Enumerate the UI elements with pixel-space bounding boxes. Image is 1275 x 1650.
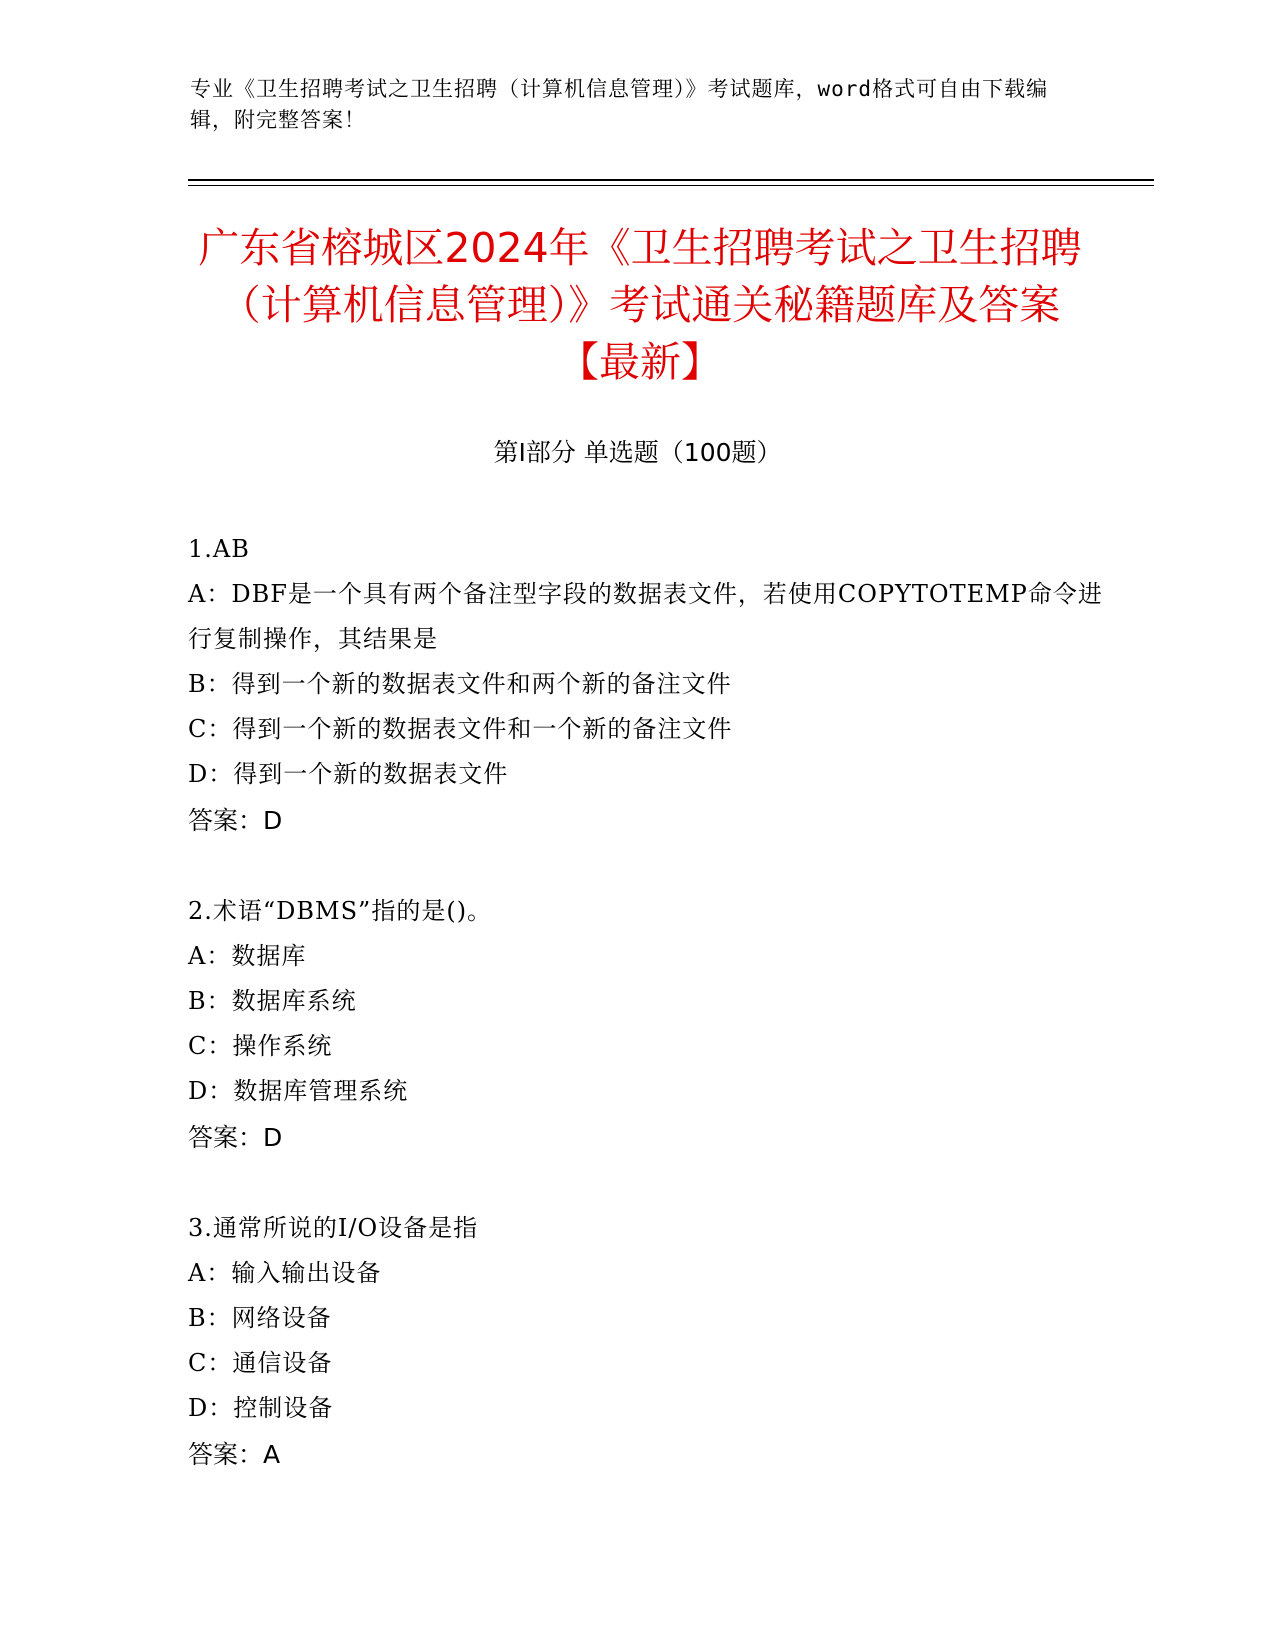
option-b: B：数据库系统 <box>188 987 357 1015</box>
answer: 答案：A <box>188 1440 281 1469</box>
section-heading: 第I部分 单选题（100题） <box>493 438 782 467</box>
option-d: D：得到一个新的数据表文件 <box>188 760 509 788</box>
option-a: A：输入输出设备 <box>188 1259 382 1287</box>
option-c: C：通信设备 <box>188 1349 333 1377</box>
question-1 <box>188 527 1108 844</box>
option-d: D：数据库管理系统 <box>188 1077 409 1105</box>
option-c: C：操作系统 <box>188 1032 333 1060</box>
option-a: A：数据库 <box>188 942 307 970</box>
header-note: 专业《卫生招聘考试之卫生招聘（计算机信息管理）》考试题库，word格式可自由下载编辑，附完整答案！ <box>190 77 1049 132</box>
answer: 答案：D <box>188 806 283 835</box>
answer: 答案：D <box>188 1123 283 1152</box>
question-stem: 2.术语“DBMS”指的是()。 <box>188 897 493 925</box>
document-title: 广东省榕城区2024年《卫生招聘考试之卫生招聘（计算机信息管理）》考试通关秘籍题库及答案【最新】 <box>198 224 1082 386</box>
header-rule-thin <box>188 185 1154 186</box>
question-2 <box>188 889 1108 1161</box>
question-3 <box>188 1206 1108 1478</box>
question-stem: 1.AB <box>188 535 250 563</box>
option-b: B：得到一个新的数据表文件和两个新的备注文件 <box>188 670 732 698</box>
option-c: C：得到一个新的数据表文件和一个新的备注文件 <box>188 715 733 743</box>
option-a: A：DBF是一个具有两个备注型字段的数据表文件，若使用COPYTOTEMP命令进行复制操作，其结果是 <box>188 580 1103 653</box>
option-d: D：控制设备 <box>188 1394 334 1422</box>
question-list <box>188 527 1108 1523</box>
header-rule-thick <box>188 179 1154 181</box>
question-stem: 3.通常所说的I/O设备是指 <box>188 1214 479 1242</box>
option-b: B：网络设备 <box>188 1304 332 1332</box>
